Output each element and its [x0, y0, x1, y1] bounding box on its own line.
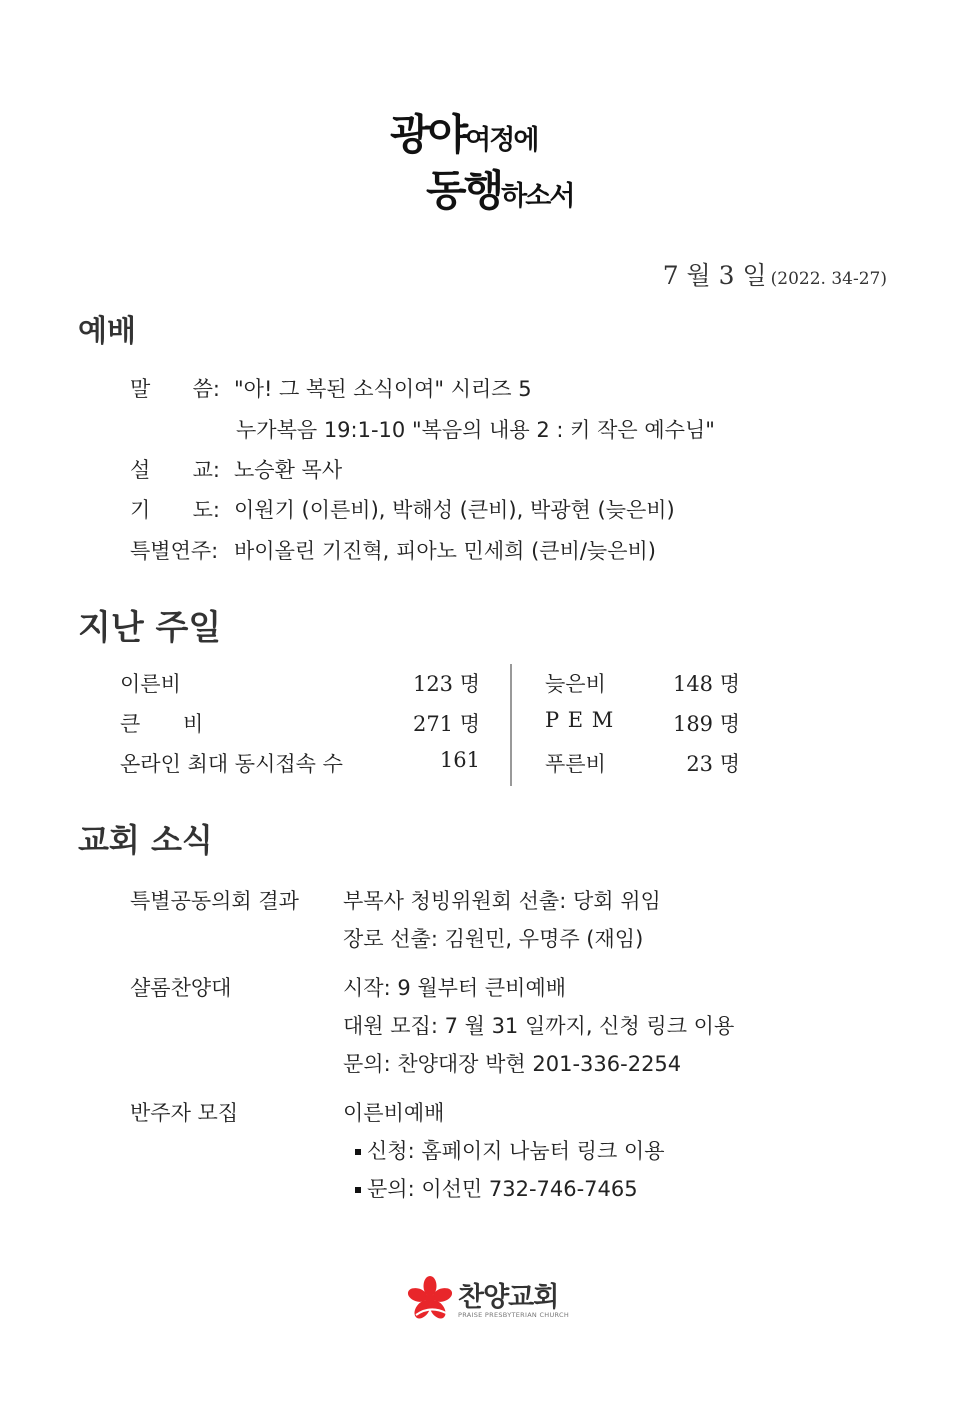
attendance-left-label-0: 이른비: [120, 672, 181, 696]
sermon-label-row: [130, 373, 220, 403]
music-label: 특별연주:: [130, 539, 219, 563]
news-item-2-bullet-1-text: 문의: 이선민 732-746-7465: [367, 1177, 638, 1201]
prayer-label-row: [130, 494, 220, 524]
church-flower-icon: [406, 1275, 454, 1323]
preacher-label: 설 교:: [130, 458, 220, 482]
music-value: 바이올린 기진혁, 피아노 민세희 (큰비/늦은비): [234, 539, 656, 563]
attendance-left-label-1: 큰 비: [120, 712, 222, 736]
title-logo: [390, 102, 610, 220]
news-item-2-bullet-0-text: 신청: 홈페이지 나눔터 링크 이용: [367, 1139, 665, 1163]
news-item-1-line-1: 대원 모집: 7 월 31 일까지, 신청 링크 이용: [343, 1014, 735, 1038]
attendance-right-label-0: 늦은비: [545, 672, 606, 696]
news-item-2-bullet-1: [355, 1173, 638, 1203]
logo-line1-big: 광야: [390, 110, 466, 159]
attendance-right-value-1: 189 명: [672, 712, 740, 736]
bulletin-date: [663, 256, 887, 292]
news-item-2-title: 반주자 모집: [130, 1101, 239, 1125]
attendance-left-label-2: 온라인 최대 동시접속 수: [120, 752, 343, 776]
logo-line1-small: 여정에: [465, 125, 538, 156]
news-item-1-line-2: 문의: 찬양대장 박현 201-336-2254: [343, 1052, 682, 1076]
sermon-label: 말 씀:: [130, 377, 220, 401]
prayer-label: 기 도:: [130, 498, 220, 522]
date-sub: (2022. 34-27): [770, 269, 887, 289]
attendance-left-value-1: 271 명: [412, 712, 480, 736]
attendance-left-value-0: 123 명: [412, 672, 480, 696]
news-item-2-bullet-0: [355, 1135, 665, 1165]
church-name: 찬양교회: [458, 1282, 559, 1313]
news-item-2-line-0: 이른비예배: [343, 1101, 445, 1125]
date-main: 7 월 3 일: [662, 261, 767, 290]
attendance-right-label-2: 푸른비: [545, 752, 606, 776]
church-name-english: PRAISE PRESBYTERIAN CHURCH: [458, 1311, 570, 1319]
last-week-heading: 지난 주일: [78, 608, 222, 648]
news-heading: 교회 소식: [78, 821, 213, 859]
attendance-right-value-0: 148 명: [672, 672, 740, 696]
church-logo: [406, 1275, 586, 1325]
preacher-value: 노승환 목사: [234, 458, 343, 482]
preacher-label-row: [130, 454, 220, 484]
prayer-value: 이원기 (이른비), 박해성 (큰비), 박광현 (늦은비): [234, 498, 675, 522]
news-item-0-title: 특별공동의회 결과: [130, 889, 299, 913]
news-item-1-title: 샬롬찬양대: [130, 976, 232, 1000]
attendance-right-value-2: 23 명: [686, 752, 740, 776]
logo-line2-big: 동행: [426, 166, 502, 215]
attendance-divider: [510, 664, 512, 786]
sermon-line1: "아! 그 복된 소식이여" 시리즈 5: [234, 377, 532, 401]
logo-line2-small: 하소서: [501, 181, 574, 212]
attendance-right-label-1: P E M: [545, 708, 615, 732]
news-item-0-line-0: 부목사 청빙위원회 선출: 당회 위임: [343, 889, 661, 913]
news-item-1-line-0: 시작: 9 월부터 큰비예배: [343, 976, 567, 1000]
news-item-0-line-1: 장로 선출: 김원민, 우명주 (재임): [343, 927, 644, 951]
bullet-icon: [355, 1187, 361, 1193]
attendance-left-value-2: 161: [439, 748, 480, 772]
sermon-line2: 누가복음 19:1-10 "복음의 내용 2 : 키 작은 예수님": [236, 418, 715, 442]
worship-heading: 예배: [78, 314, 136, 349]
bullet-icon: [355, 1149, 361, 1155]
